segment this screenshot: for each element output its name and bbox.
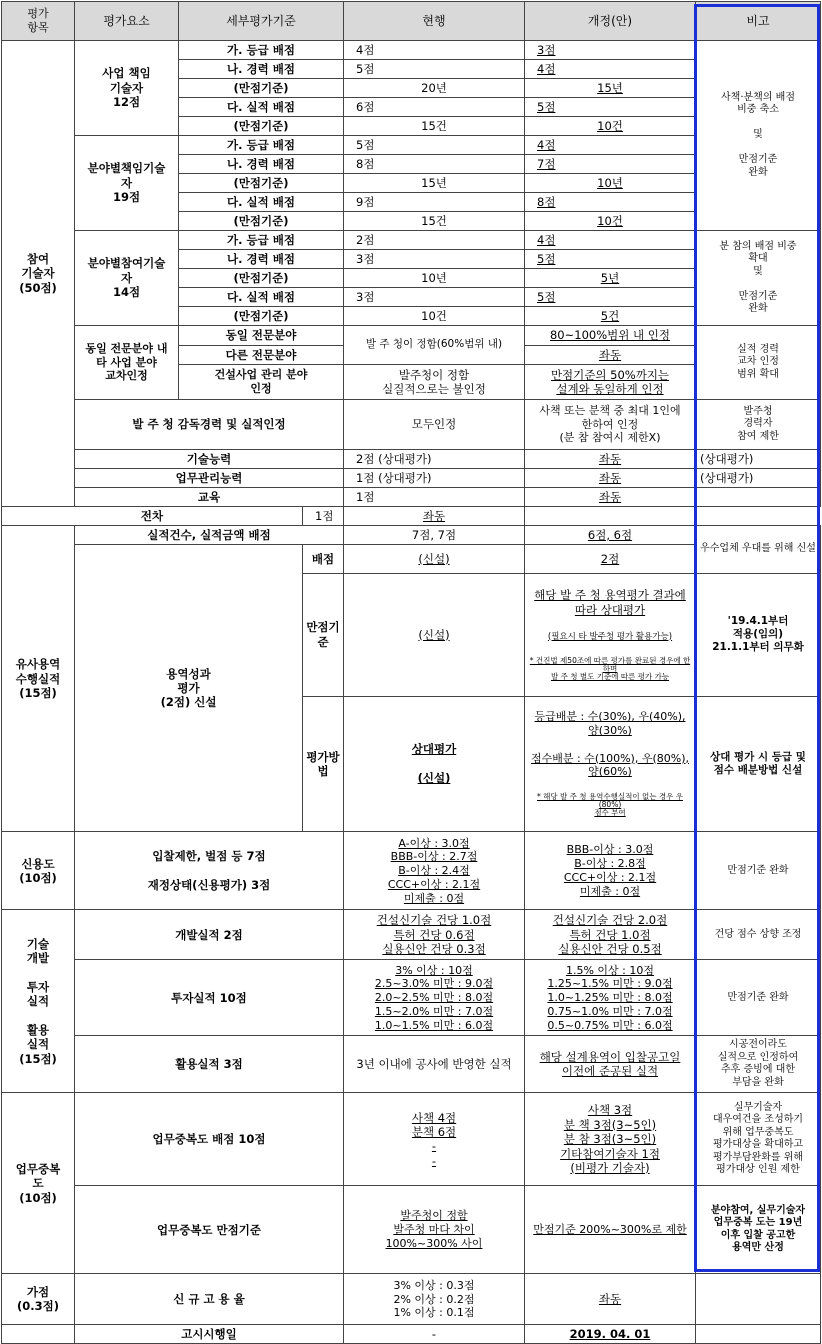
revised-value: 좌동 [525, 346, 696, 365]
revised-value: 해당 설계용역이 입찰공고일 이전에 준공된 실적 [525, 1036, 696, 1093]
revised-value: 4점 [525, 136, 696, 155]
revised-score-dist: 점수배분 : 수(100%), 우(80%), 양(60%) [530, 751, 689, 779]
note-mgmt: (상대평가) [696, 469, 821, 488]
row-label: 다. 실적 배점 [179, 193, 344, 212]
current-value: 발주청이 정함 발주청 마다 차이 100%~300% 사이 [344, 1186, 525, 1274]
row-label: 배점 [303, 545, 344, 574]
row-owner-career: 발 주 청 감독경력 및 실적인정 [75, 400, 344, 450]
row-label: 나. 경력 배점 [179, 60, 344, 79]
revised-value: 2019. 04. 01 [525, 1325, 696, 1344]
current-value: 5점 [344, 136, 525, 155]
current-value: 2점 [344, 231, 525, 250]
revised-footnote: * 건진법 제50조에 따른 평가를 완료된 경우에 한하며 발 주 청 별도 기준에 따른 평가 가능 [529, 655, 691, 681]
row-label: (만점기준) [179, 174, 344, 193]
revised-value: BBB-이상 : 3.0점 B-이상 : 2.8점 CCC+이상 : 2.1점 미제출 : 0점 [525, 832, 696, 910]
row-credit: 입찰제한, 벌점 등 7점 재정상태(신용평가) 3점 [75, 832, 344, 910]
current-value: 3점 [344, 288, 525, 307]
row-usage: 활용실적 3점 [75, 1036, 344, 1093]
revised-value: 사책 3점 분 책 3점(3~5인) 분 참 3점(3~5인) 기타참여기술자 1점 (비평가 기술자) [525, 1093, 696, 1186]
group-chief-engineer: 사업 책임 기술자 12점 [75, 41, 179, 136]
current-value: - [344, 1325, 525, 1344]
note-empty [525, 507, 696, 526]
current-value: 7점, 7점 [344, 526, 525, 545]
group-field-participant: 분야별참여기술 자 14점 [75, 231, 179, 326]
header-detail: 세부평가기준 [179, 2, 344, 41]
category-participant: 참여 기술자 (50점) [2, 41, 75, 507]
current-value: 1점 (상대평가) [344, 469, 525, 488]
row-label: 건설사업 관리 분야 인정 [179, 365, 344, 400]
row-label: (만점기준) [179, 212, 344, 231]
row-label: 나. 경력 배점 [179, 250, 344, 269]
note-credit: 만점기준 완화 [696, 832, 821, 910]
current-value: (신설) [344, 574, 525, 697]
revised-sub: (필요시 타 발주청 평가 활용가능) [547, 631, 673, 642]
current-value: 3점 [344, 250, 525, 269]
note-usage: 시공전이라도 실적으로 인정하여 추후 증빙에 대한 부담을 완화 [696, 1036, 821, 1093]
revised-value: 만점기준 200%~300%로 제한 [525, 1186, 696, 1274]
header-row [2, 2, 821, 41]
row-label: 다른 전문분야 [179, 346, 344, 365]
row-label: 가. 등급 배점 [179, 41, 344, 60]
row-label: (만점기준) [179, 117, 344, 136]
current-value: 15건 [344, 117, 525, 136]
revised-footnote: * 해당 발 주 청 용역수행실적이 없는 경우 우(80%) 점수 부여 [537, 791, 683, 818]
revised-value: 좌동 [525, 450, 696, 469]
footer-blank [2, 1325, 75, 1344]
row-overlap-score: 업무중복도 배점 10점 [75, 1093, 344, 1186]
current-value: 3% 이상 : 0.3점 2% 이상 : 0.2점 1% 이상 : 0.1점 [344, 1274, 525, 1325]
current-value: 발주청이 정함 실질적으로는 불인정 [344, 365, 525, 400]
row-label: (만점기준) [179, 307, 344, 326]
note-investment: 만점기준 완화 [696, 960, 821, 1036]
comparison-table [1, 1, 821, 1344]
note-eval-method: 상대 평가 시 등급 및 점수 배분방법 신설 [696, 696, 821, 832]
current-value: 3% 이상 : 10점 2.5~3.0% 미만 : 9.0점 2.0~2.5% 미만 : 8.0점 1.5~2.0% 미만 : 7.0점 1.0~1.5% 미만 : 6.0점 [344, 960, 525, 1036]
current-value: A-이상 : 3.0점 BBB-이상 : 2.7점 B-이상 : 2.4점 CCC+이상 : 2.1점 미제출 : 0점 [344, 832, 525, 910]
current-value: 2점 (상대평가) [344, 450, 525, 469]
row-investment: 투자실적 10점 [75, 960, 344, 1036]
revised-value: 4점 [525, 231, 696, 250]
note-dev: 건당 점수 상향 조정 [696, 910, 821, 960]
row-label: 가. 등급 배점 [179, 136, 344, 155]
revised-value: 80~100%범위 내 인정 [525, 326, 696, 346]
row-mgmt-ability: 업무관리능력 [75, 469, 344, 488]
row-transfer: 전차 [2, 507, 303, 526]
category-similar: 유사용역 수행실적 (15점) [2, 526, 75, 832]
row-label: (만점기준) [179, 79, 344, 98]
revised-value: 좌동 [525, 488, 696, 507]
revised-main: 해당 발 주 청 용역평가 결과에 따라 상대평가 [534, 588, 686, 617]
current-value: 건설신기술 건당 1.0점 특허 건당 0.6점 실용신안 건당 0.3점 [344, 910, 525, 960]
revised-value: 6점, 6점 [525, 526, 696, 545]
current-value: 10건 [344, 307, 525, 326]
note-tech: (상대평가) [696, 450, 821, 469]
revised-value: 5년 [525, 269, 696, 288]
current-value: 1점 [303, 507, 344, 526]
revised-value: 5점 [525, 98, 696, 117]
note-overlap-std: 분야참여, 실무기술자 업무중복 도는 19년 이후 입찰 공고한 용역만 산정 [696, 1186, 821, 1274]
current-value: 사책 4점 분책 6점 - - [344, 1093, 525, 1186]
note-similar-new: 우수업체 우대를 위해 신설 [696, 526, 821, 574]
revised-value [525, 696, 696, 832]
current-value: 20년 [344, 79, 525, 98]
row-tech-ability: 기술능력 [75, 450, 344, 469]
row-label: 동일 전문분야 [179, 326, 344, 346]
current-value: 15년 [344, 174, 525, 193]
header-revised: 개정(안) [525, 2, 696, 41]
revised-value: 좌동 [525, 469, 696, 488]
row-label: 다. 실적 배점 [179, 288, 344, 307]
header-category: 평가 항목 [2, 2, 75, 41]
revised-value: 좌동 [344, 507, 525, 526]
note-empty [696, 488, 821, 507]
revised-value: 8점 [525, 193, 696, 212]
note-overlap-score: 실무기술자 대우여건을 조성하기 위해 업무중복도 평가대상을 확대하고 평가부담완화를 위해 평가대상 인원 제한 [696, 1093, 821, 1186]
row-label: 나. 경력 배점 [179, 155, 344, 174]
current-value: 발 주 청이 정함(60%범위 내) [344, 326, 525, 365]
note-same-field: 실적 경력 교차 인정 범위 확대 [696, 326, 821, 400]
revised-value: 2점 [525, 545, 696, 574]
header-note: 비고 [696, 2, 821, 41]
header-item: 평가요소 [75, 2, 179, 41]
note-chief-and-field: 사책·분책의 배점 비중 축소 및 만점기준 완화 [696, 41, 821, 231]
current-value: 5점 [344, 60, 525, 79]
row-label: (만점기준) [179, 269, 344, 288]
revised-value: 5점 [525, 288, 696, 307]
current-value: 15건 [344, 212, 525, 231]
note-empty [696, 1325, 821, 1344]
revised-value: 15년 [525, 79, 696, 98]
current-value: (신설) [344, 545, 525, 574]
revised-value: 5건 [525, 307, 696, 326]
row-dev: 개발실적 2점 [75, 910, 344, 960]
note-eval-std: '19.4.1부터 적용(임의) 21.1.1부터 의무화 [696, 574, 821, 697]
revised-value: 만점기준의 50%까지는 설계와 동일하게 인정 [525, 365, 696, 400]
row-education: 교육 [75, 488, 344, 507]
row-label: 만점기준 [303, 574, 344, 697]
current-value: 모두인정 [344, 400, 525, 450]
current-value: 8점 [344, 155, 525, 174]
revised-value: 7점 [525, 155, 696, 174]
category-bonus: 가점 (0.3점) [2, 1274, 75, 1325]
group-service-eval: 용역성과 평가 (2점) 신설 [75, 545, 303, 832]
revised-value: 1.5% 이상 : 10점 1.25~1.5% 미만 : 9.0점 1.0~1.25% 미만 : 8.0점 0.75~1.0% 미만 : 7.0점 0.5~0.75% 미만 : 6.0점 [525, 960, 696, 1036]
row-overlap-std: 업무중복도 만점기준 [75, 1186, 344, 1274]
current-value: 4점 [344, 41, 525, 60]
row-label: 가. 등급 배점 [179, 231, 344, 250]
category-techdev: 기술 개발 투자 실적 활용 실적 (15점) [2, 910, 75, 1093]
row-count-amount: 실적건수, 실적금액 배점 [75, 526, 344, 545]
note-owner: 발주청 경력자 참여 제한 [696, 400, 821, 450]
row-label: 평가방법 [303, 696, 344, 832]
group-same-field: 동일 전문분야 내 타 사업 분야 교차인정 [75, 326, 179, 400]
note-field-participant: 분 참의 배점 비중 확대 및 만점기준 완화 [696, 231, 821, 326]
row-effective-date: 고시시행일 [75, 1325, 344, 1344]
revised-value: 10건 [525, 212, 696, 231]
revised-value: 10건 [525, 117, 696, 136]
row-new-hire: 신 규 고 용 율 [75, 1274, 344, 1325]
revised-value: 3점 [525, 41, 696, 60]
current-value: 1점 [344, 488, 525, 507]
revised-value: 건설신기술 건당 2.0점 특허 건당 1.0점 실용신안 건당 0.5점 [525, 910, 696, 960]
revised-value: 10년 [525, 174, 696, 193]
revised-grade-dist: 등급배분 : 수(30%), 우(40%), 양(30%) [534, 710, 686, 738]
header-current: 현행 [344, 2, 525, 41]
category-overlap: 업무중복 도 (10점) [2, 1093, 75, 1274]
group-field-chief: 분야별책임기술 자 19점 [75, 136, 179, 231]
current-value: 9점 [344, 193, 525, 212]
current-value: 10년 [344, 269, 525, 288]
current-value: 3년 이내에 공사에 반영한 실적 [344, 1036, 525, 1093]
revised-value [525, 574, 696, 697]
current-value: 6점 [344, 98, 525, 117]
note-empty [696, 1274, 821, 1325]
revised-value: 5점 [525, 250, 696, 269]
row-label: 다. 실적 배점 [179, 98, 344, 117]
revised-value: 좌동 [525, 1274, 696, 1325]
current-value: 상대평가 (신설) [344, 696, 525, 832]
revised-value: 사책 또는 분책 중 최대 1인에 한하여 인정 (분 참 참여시 제한X) [525, 400, 696, 450]
category-credit: 신용도 (10점) [2, 832, 75, 910]
revised-value: 4점 [525, 60, 696, 79]
